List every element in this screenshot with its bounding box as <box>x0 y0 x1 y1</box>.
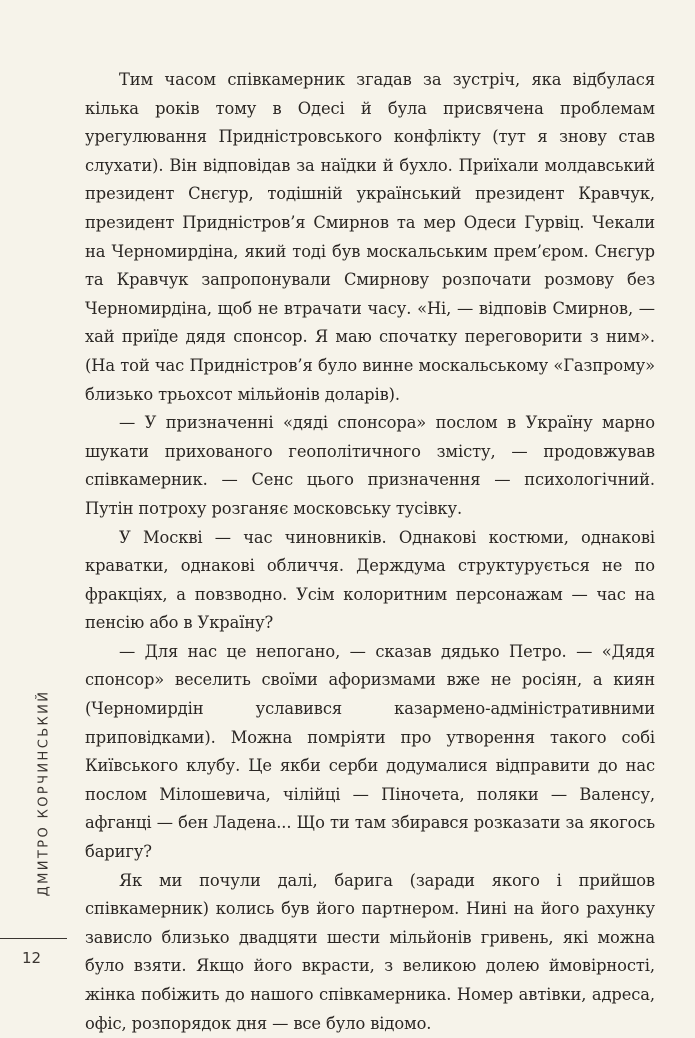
paragraph: — У призначенні «дяді спонсора» послом в Україну марно шукати прихованого геополітичного змісту, — продовжував співкамерник. — Сенс цього призначення — психологічний. Путін потроху розганяє московську тусівку. <box>85 413 655 518</box>
page-number-rule <box>0 938 67 939</box>
paragraph: Тим часом співкамерник згадав за зустріч, яка відбулася кілька років тому в Одесі й була присвячена проблемам урегулювання Придністровського конфлікту (тут я знову став слухати). Він відповідав за наїдки й бухло. Приїхали молдавський президент Снєгур, тодішній український президент Кравчук, президент Придністров’я Смирнов та мер Одеси Гурвіц. Чекали на Черномирдіна, який тоді був москальським прем’єром. Снєгур та Кравчук запропонували Смирнову розпочати розмову без Черномирдіна, щоб не втрачати часу. «Ні, — відповів Смирнов, — хай приїде дядя спонсор. Я маю спочатку переговорити з ним». (На той час Придністров’я було винне москальському «Газпрому» близько трьохсот мільйонів доларів). <box>85 70 655 404</box>
body-text <box>85 66 655 1038</box>
author-name: ДМИТРО КОРЧИНСЬКИЙ <box>36 689 52 896</box>
paragraph: — Для нас це непогано, — сказав дядько Петро. — «Дядя спонсор» веселить своїми афоризмами вже не росіян, а киян (Черномирдін уславився казармено-адміністративними приповідками). Можна помріяти про утворення такого собі Київського клубу. Це якби серби додумалися відправити до нас послом Мілошевича, чілійці — Піночета, поляки — Валенсу, афганці — бен Ладена... Що ти там збирався розказати за якогось баригу? <box>85 641 655 862</box>
paragraph: Як ми почули далі, барига (заради якого і прийшов співкамерник) колись був його партнером. Нині на його рахунку зависло близько двадцяти шести мільйонів гривень, які можна було взяти. Якщо його вкрасти, з великою долею ймовірності, жінка побіжить до нашого співкамерника. Номер автівки, адреса, офіс, розпорядок дня — все було відомо. <box>85 870 655 1033</box>
paragraph: У Москві — час чиновників. Однакові костюми, однакові краватки, однакові обличчя. Держдума структурується не по фракціях, а повзводно. Усім колоритним персонажам — час на пенсію або в Україну? <box>85 527 655 633</box>
running-head-author <box>29 675 59 910</box>
page-number: 12 <box>22 949 42 967</box>
